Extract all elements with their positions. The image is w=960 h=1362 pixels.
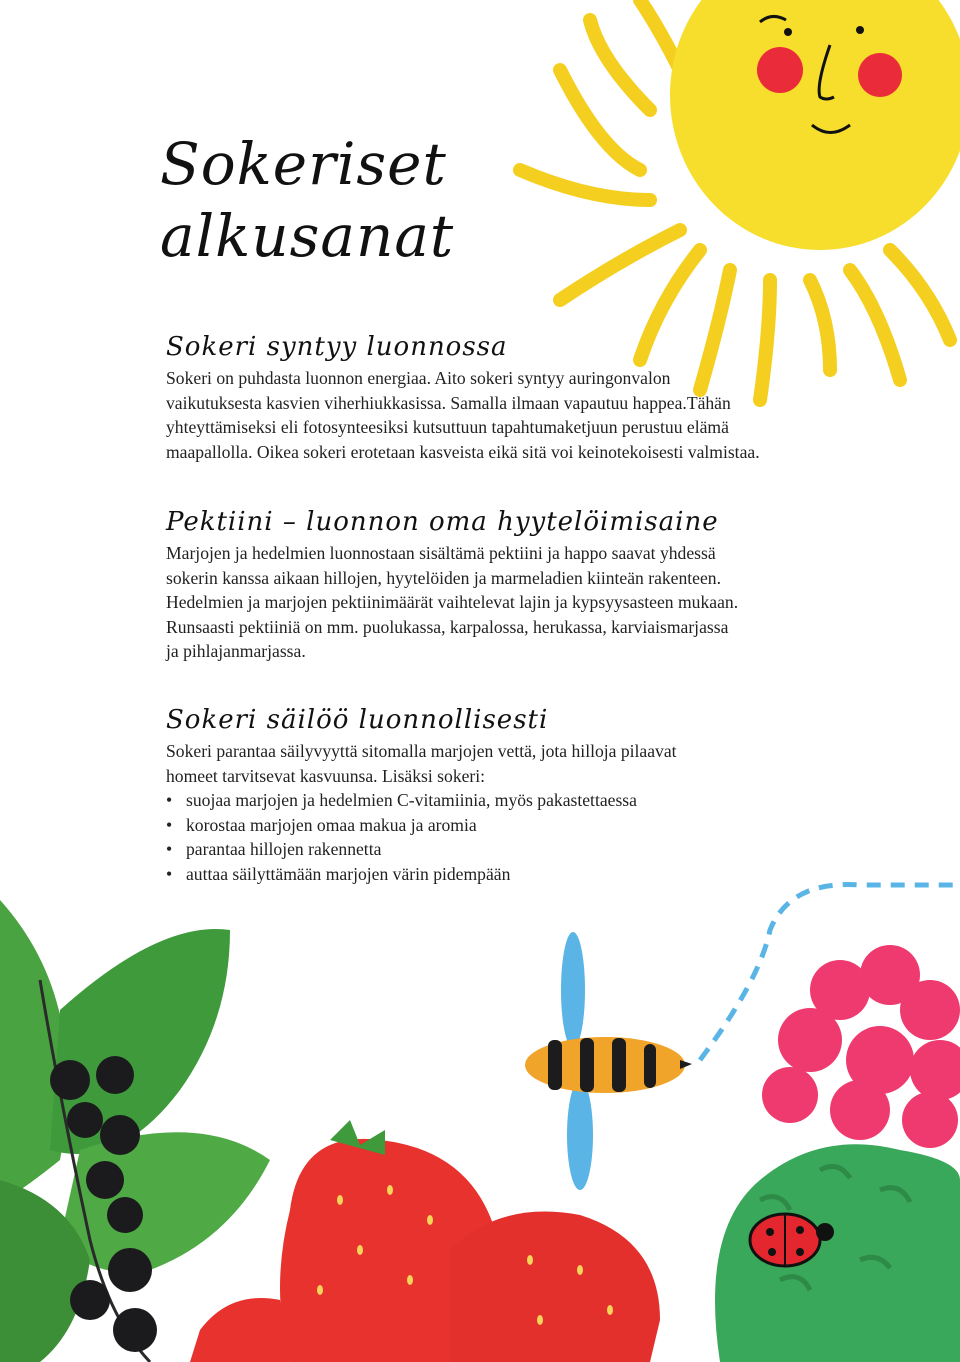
body-line: yhteyttämiseksi eli fotosynteesiksi kutsuttuun tapahtumaketjuun perustuu elämä bbox=[166, 417, 729, 438]
list-item bbox=[166, 862, 816, 887]
section-body bbox=[166, 541, 816, 664]
body-line: ja pihlajanmarjassa. bbox=[166, 641, 306, 662]
body-line: sokerin kanssa aikaan hillojen, hyytelöiden ja marmeladien kiinteän rakenteen. bbox=[166, 567, 721, 588]
body-line: Sokeri parantaa säilyvyyttä sitomalla marjojen vettä, jota hilloja pilaavat bbox=[166, 741, 677, 761]
title-line-2: alkusanat bbox=[160, 202, 455, 270]
list-item-text: suojaa marjojen ja hedelmien C-vitamiinia, myös pakastettaessa bbox=[186, 790, 637, 811]
section-sugar-from-nature bbox=[166, 330, 816, 464]
section-sugar-preserves bbox=[166, 703, 816, 887]
title-line-1: Sokeriset bbox=[160, 130, 447, 198]
body-line: Sokeri on puhdasta luonnon energiaa. Aito sokeri syntyy auringonvalon bbox=[166, 368, 671, 388]
list-item bbox=[166, 813, 816, 838]
page-title bbox=[160, 128, 454, 272]
body-line: Hedelmien ja marjojen pektiinimäärät vaihtelevat lajin ja kypsyysasteen mukaan. bbox=[166, 592, 739, 613]
body-line: vaikutuksesta kasvien viherhiukkasissa. Samalla ilmaan vapautuu happea.Tähän bbox=[166, 392, 731, 413]
flower-illustration bbox=[762, 945, 960, 1148]
bullet-icon: • bbox=[166, 790, 173, 811]
benefits-list bbox=[166, 788, 816, 886]
body-line: homeet tarvitsevat kasvuunsa. Lisäksi sokeri: bbox=[166, 765, 486, 786]
section-pectin bbox=[166, 505, 816, 664]
body-line: Runsaasti pektiiniä on mm. puolukassa, karpalossa, herukassa, karviaismarjassa bbox=[166, 616, 729, 637]
section-heading: Sokeri syntyy luonnossa bbox=[166, 332, 508, 362]
list-item-text: parantaa hillojen rakennetta bbox=[186, 839, 382, 860]
bullet-icon: • bbox=[166, 839, 173, 860]
body-line: Marjojen ja hedelmien luonnostaan sisältämä pektiini ja happo saavat yhdessä bbox=[166, 543, 716, 563]
bush-illustration bbox=[715, 1144, 960, 1362]
list-item bbox=[166, 788, 816, 813]
body-line: maapallolla. Oikea sokeri erotetaan kasveista eikä sitä voi keinotekoisesti valmistaa. bbox=[166, 441, 760, 462]
section-body bbox=[166, 739, 816, 788]
section-body bbox=[166, 366, 816, 464]
list-item bbox=[166, 837, 816, 862]
section-heading: Sokeri säilöö luonnollisesti bbox=[166, 705, 549, 735]
section-heading: Pektiini – luonnon oma hyytelöimisaine bbox=[166, 507, 719, 537]
bullet-icon: • bbox=[166, 863, 173, 884]
bullet-icon: • bbox=[166, 814, 173, 835]
list-item-text: korostaa marjojen omaa makua ja aromia bbox=[186, 814, 477, 835]
list-item-text: auttaa säilyttämään marjojen värin pidempään bbox=[186, 863, 511, 884]
